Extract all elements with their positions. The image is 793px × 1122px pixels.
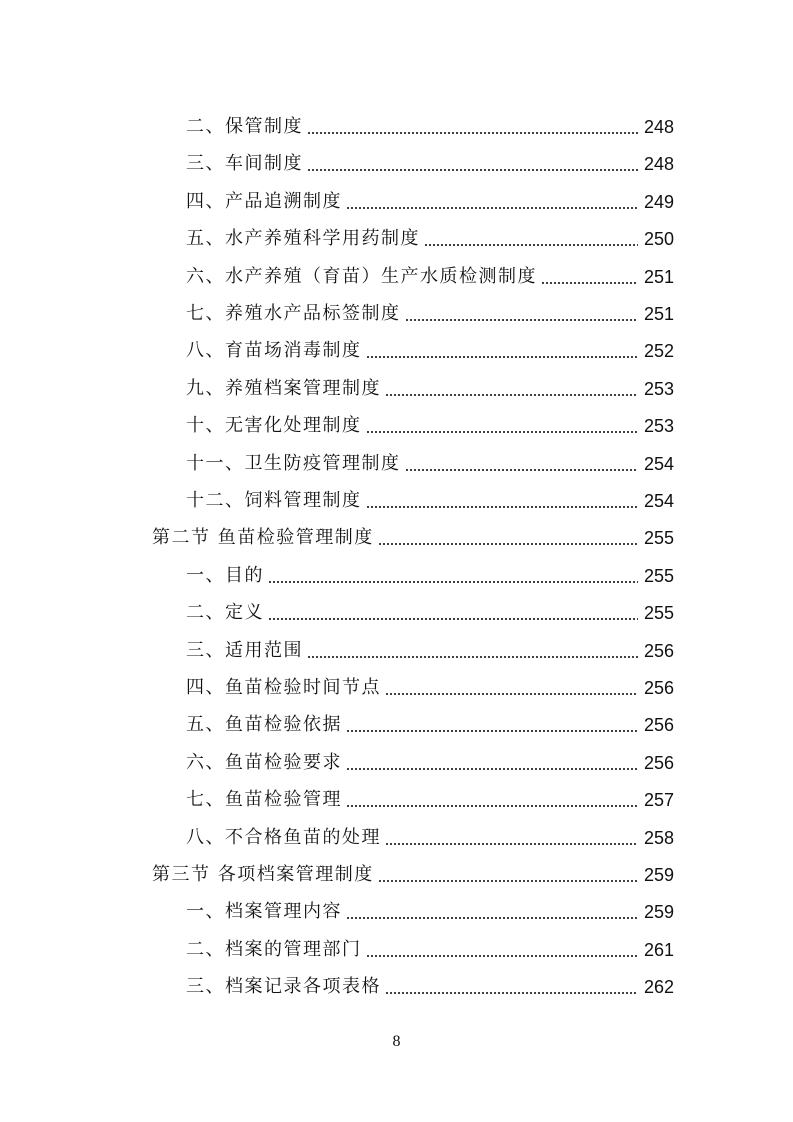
dot-leader — [405, 319, 639, 321]
toc-entry-title: 六、水产养殖（育苗）生产水质检测制度 — [186, 265, 537, 287]
dot-leader — [424, 244, 638, 246]
toc-entry[interactable] — [0, 101, 793, 138]
toc-entry[interactable] — [0, 737, 793, 774]
toc-section-entry[interactable] — [0, 849, 793, 886]
dot-leader — [346, 730, 638, 732]
toc-entry[interactable] — [0, 662, 793, 699]
toc-entry[interactable] — [0, 138, 793, 175]
toc-entry[interactable] — [0, 251, 793, 288]
toc-entry-title: 十、无害化处理制度 — [186, 415, 362, 437]
dot-leader — [346, 917, 638, 919]
toc-entry-page: 256 — [643, 752, 674, 773]
toc-entry-title: 二、定义 — [186, 602, 264, 624]
toc-entry[interactable] — [0, 213, 793, 250]
toc-entry-title: 二、档案的管理部门 — [186, 938, 362, 960]
toc-entry-title: 六、鱼苗检验要求 — [186, 751, 342, 773]
toc-entry[interactable] — [0, 625, 793, 662]
toc-entry-page: 255 — [643, 603, 674, 624]
toc-entry[interactable] — [0, 886, 793, 923]
toc-entry[interactable] — [0, 475, 793, 512]
toc-entry-page: 254 — [643, 453, 674, 474]
toc-entry-title: 八、育苗场消毒制度 — [186, 340, 362, 362]
dot-leader — [307, 169, 638, 171]
toc-entry[interactable] — [0, 363, 793, 400]
toc-section-entry[interactable] — [0, 512, 793, 549]
toc-entry[interactable] — [0, 550, 793, 587]
toc-entry-page: 252 — [643, 341, 674, 362]
toc-entry-page: 253 — [643, 416, 674, 437]
toc-entry[interactable] — [0, 176, 793, 213]
toc-entry-page: 251 — [643, 266, 674, 287]
toc-entry[interactable] — [0, 924, 793, 961]
dot-leader — [268, 618, 638, 620]
toc-entry-title: 八、不合格鱼苗的处理 — [186, 826, 381, 848]
dot-leader — [366, 506, 639, 508]
toc-entry[interactable] — [0, 699, 793, 736]
dot-leader — [366, 356, 639, 358]
toc-entry-page: 249 — [643, 191, 674, 212]
toc-entry-page: 255 — [643, 565, 674, 586]
toc-entry-page: 255 — [643, 528, 674, 549]
dot-leader — [307, 656, 638, 658]
toc-entry-title: 五、鱼苗检验依据 — [186, 714, 342, 736]
toc-entry-page: 256 — [643, 640, 674, 661]
toc-entry-title: 四、鱼苗检验时间节点 — [186, 677, 381, 698]
toc-entry-title: 三、档案记录各项表格 — [186, 976, 381, 998]
dot-leader — [405, 469, 639, 471]
toc-entry-page: 259 — [643, 902, 674, 923]
toc-entry-title: 七、鱼苗检验管理 — [186, 789, 342, 811]
toc-entry-page: 256 — [643, 678, 674, 698]
toc-entry-page: 262 — [643, 977, 674, 998]
toc-entry-title: 第二节 鱼苗检验管理制度 — [152, 527, 374, 549]
toc-entry[interactable] — [0, 325, 793, 362]
toc-entry[interactable] — [0, 288, 793, 325]
toc-entry-page: 261 — [643, 939, 674, 960]
toc-entry-page: 253 — [643, 378, 674, 399]
dot-leader — [385, 693, 638, 695]
toc-entry-page: 250 — [643, 229, 674, 250]
toc-entry-page: 248 — [643, 117, 674, 137]
toc-entry[interactable] — [0, 400, 793, 437]
dot-leader — [385, 843, 638, 845]
toc-entry-title: 三、适用范围 — [186, 639, 303, 661]
toc-entry-title: 五、水产养殖科学用药制度 — [186, 228, 420, 250]
toc-entry-page: 257 — [643, 790, 674, 811]
toc-entry-title: 第三节 各项档案管理制度 — [152, 864, 374, 885]
dot-leader — [307, 132, 638, 134]
toc-entry-title: 七、养殖水产品标签制度 — [186, 303, 401, 324]
dot-leader — [346, 805, 638, 807]
dot-leader — [378, 543, 638, 545]
dot-leader — [385, 992, 638, 994]
toc-entry-title: 九、养殖档案管理制度 — [186, 377, 381, 399]
toc-entry-page: 258 — [643, 827, 674, 848]
toc-entry[interactable] — [0, 812, 793, 849]
toc-entry-page: 251 — [643, 304, 674, 324]
toc-entry[interactable] — [0, 587, 793, 624]
toc-entry-title: 一、档案管理内容 — [186, 901, 342, 923]
toc-entry-title: 一、目的 — [186, 564, 264, 586]
toc-entry[interactable] — [0, 961, 793, 998]
dot-leader — [378, 880, 638, 882]
toc-entry[interactable] — [0, 774, 793, 811]
toc-entry-title: 二、保管制度 — [186, 116, 303, 137]
toc-entry-title: 四、产品追溯制度 — [186, 190, 342, 212]
toc-entry-page: 254 — [643, 491, 674, 511]
dot-leader — [541, 282, 638, 284]
toc-entry[interactable] — [0, 438, 793, 475]
toc-entry-title: 三、车间制度 — [186, 153, 303, 175]
dot-leader — [268, 581, 638, 583]
dot-leader — [385, 394, 638, 396]
dot-leader — [346, 768, 638, 770]
dot-leader — [346, 207, 638, 209]
dot-leader — [366, 431, 639, 433]
toc-entry-title: 十二、饲料管理制度 — [186, 490, 362, 511]
toc-entry-page: 256 — [643, 715, 674, 736]
toc-entry-title: 十一、卫生防疫管理制度 — [186, 452, 401, 474]
dot-leader — [366, 955, 639, 957]
page-number: 8 — [392, 1033, 401, 1050]
toc-entry-page: 259 — [643, 865, 674, 885]
toc-entry-page: 248 — [643, 154, 674, 175]
